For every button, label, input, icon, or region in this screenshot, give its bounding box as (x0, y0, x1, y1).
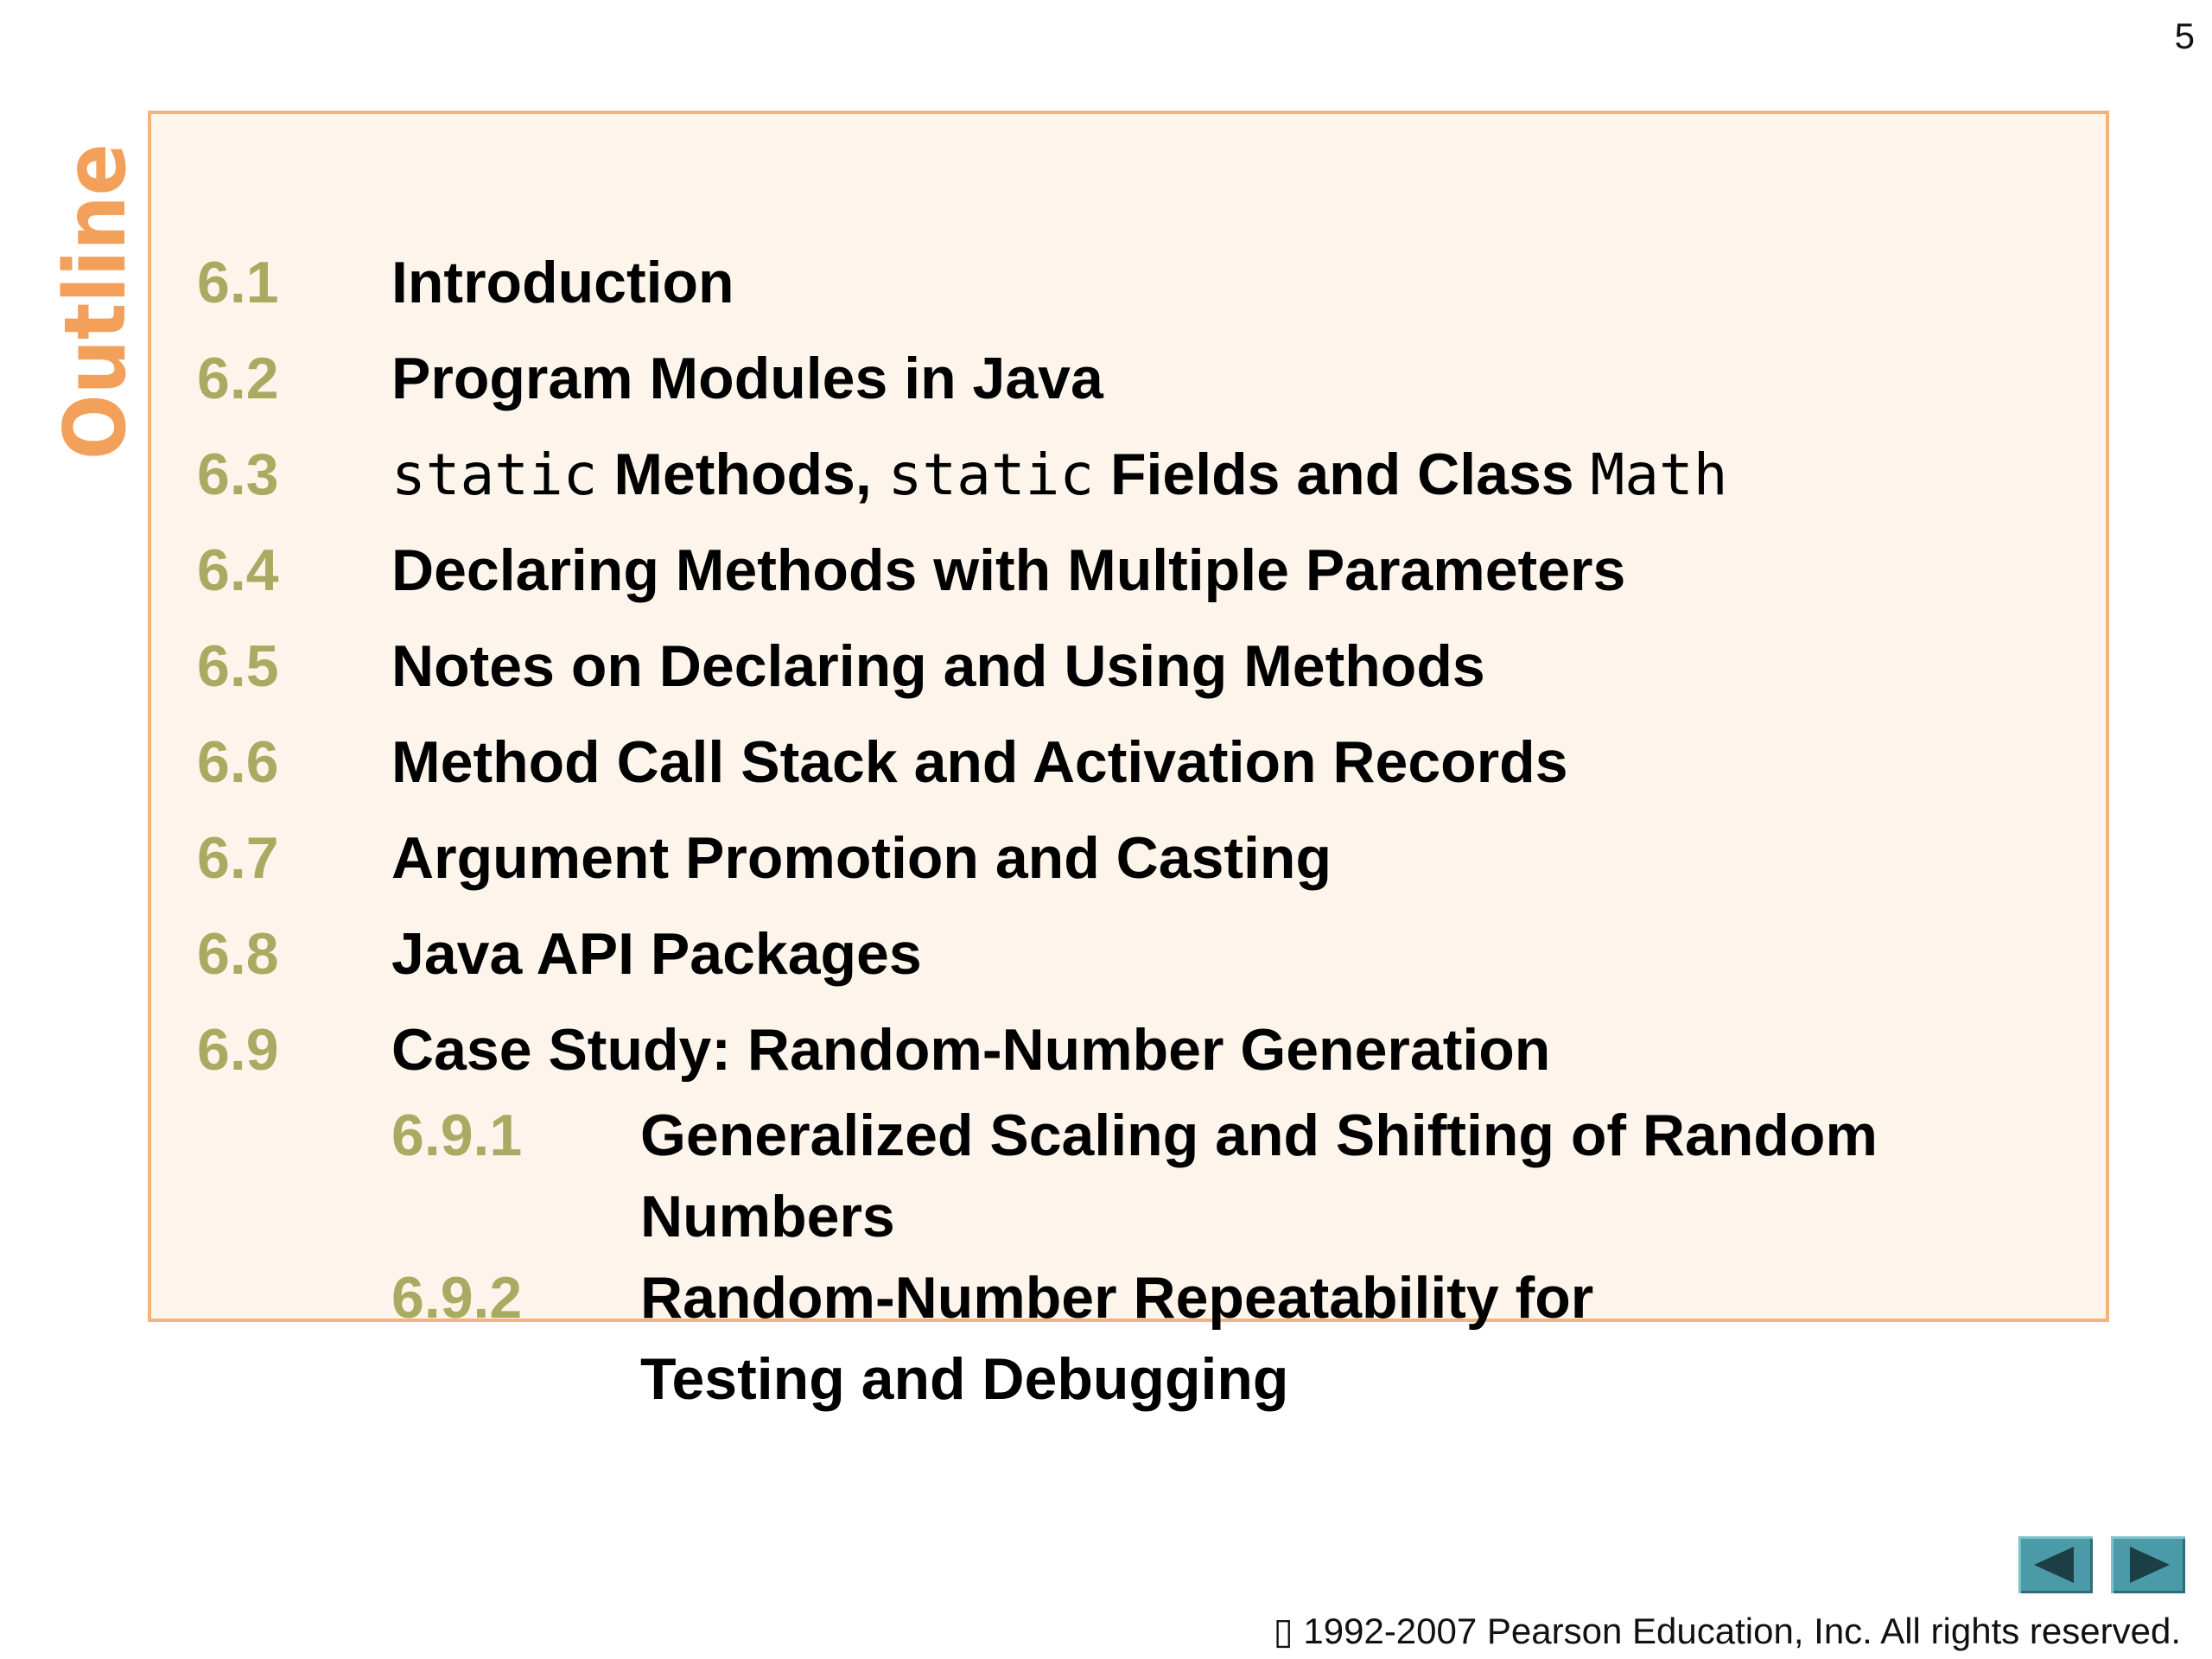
toc-item-6-7 (151, 815, 2106, 901)
section-number: 6.8 (197, 921, 279, 987)
section-title: Introduction (391, 250, 734, 315)
section-number: 6.6 (197, 729, 279, 795)
section-number: 6.2 (197, 346, 279, 411)
code-static-2: static (887, 442, 1095, 508)
subsection-title-line1: Generalized Scaling and Shifting of Random (640, 1103, 1878, 1168)
section-title: Program Modules in Java (391, 346, 1103, 411)
code-static-1: static (391, 442, 598, 508)
toc-item-6-9 (151, 1007, 2106, 1093)
subsection-title-line1: Random-Number Repeatability for (640, 1265, 1594, 1331)
section-title: Notes on Declaring and Using Methods (391, 633, 1485, 699)
next-slide-button[interactable] (2111, 1536, 2185, 1593)
section-title: Case Study: Random-Number Generation (391, 1017, 1551, 1083)
section-title: Argument Promotion and Casting (391, 825, 1332, 891)
section-number: 6.7 (197, 825, 279, 891)
subsection-number: 6.9.2 (391, 1265, 523, 1331)
toc-item-6-3 (151, 431, 2106, 518)
section-title: Declaring Methods with Multiple Parameters (391, 537, 1626, 603)
section-title: Method Call Stack and Activation Records (391, 729, 1568, 795)
toc-item-6-8 (151, 911, 2106, 997)
toc-item-6-1 (151, 239, 2106, 326)
section-number: 6.4 (197, 537, 279, 603)
section-title: Java API Packages (391, 921, 922, 987)
outline-label (47, 111, 145, 467)
outline-box (148, 111, 2109, 1412)
left-arrow-icon (2018, 1536, 2093, 1593)
title-part-1: Methods, (597, 442, 888, 507)
previous-slide-button[interactable] (2018, 1536, 2093, 1593)
section-number: 6.3 (197, 442, 279, 507)
toc-item-6-2 (151, 335, 2106, 422)
toc-item-6-4 (151, 527, 2106, 613)
right-arrow-icon (2111, 1536, 2185, 1593)
section-title (391, 431, 1727, 518)
toc-item-6-5 (151, 623, 2106, 709)
subsection-title-line2: Numbers (640, 1184, 895, 1249)
toc-item-6-6 (151, 719, 2106, 805)
title-part-2: Fields and Class (1094, 442, 1591, 507)
copyright-footer: ▯ 1992-2007 Pearson Education, Inc. All rights reserved. (1273, 1611, 2181, 1651)
subsection-number: 6.9.1 (391, 1103, 523, 1168)
section-number: 6.1 (197, 250, 279, 315)
outline-label-text: Outline (47, 111, 145, 460)
page-number: 5 (2174, 16, 2195, 56)
section-number: 6.9 (197, 1017, 279, 1083)
section-number: 6.5 (197, 633, 279, 699)
subsection-title-line2: Testing and Debugging (640, 1346, 1289, 1412)
code-math: Math (1590, 442, 1728, 508)
